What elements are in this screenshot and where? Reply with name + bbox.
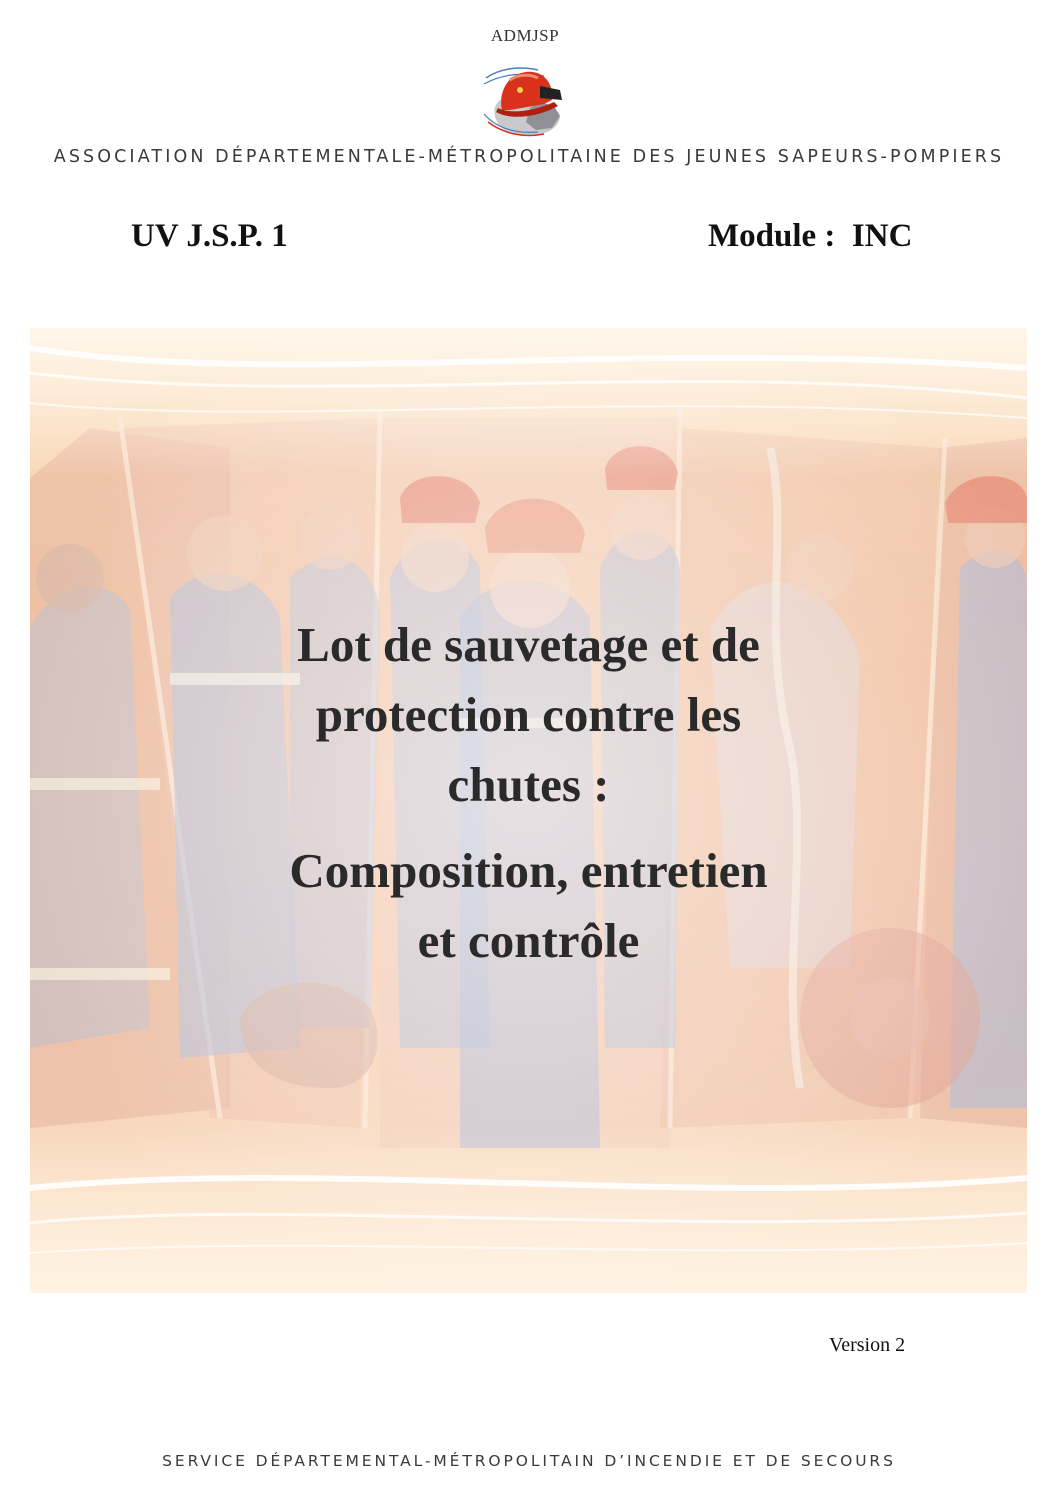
helmet-logo-icon	[480, 48, 572, 140]
version-label: Version 2	[829, 1334, 906, 1356]
association-name: ASSOCIATION DÉPARTEMENTALE-MÉTROPOLITAINE DES JEUNES SAPEURS-POMPIERS	[53, 147, 1005, 167]
logo-text: ADMJSP	[490, 26, 560, 45]
cover-subtitle-line: et contrôle	[417, 913, 640, 968]
cover-subtitle	[30, 836, 1027, 976]
cover-title-line: protection contre les	[315, 687, 742, 742]
cover-title	[30, 610, 1027, 820]
uv-label: UV J.S.P. 1	[131, 218, 288, 254]
logo	[470, 24, 580, 142]
cover-title-line: chutes :	[447, 757, 610, 812]
cover-subtitle-line: Composition, entretien	[289, 843, 768, 898]
module-label: Module : INC	[708, 218, 913, 254]
service-name: SERVICE DÉPARTEMENTAL-MÉTROPOLITAIN D’INCENDIE ET DE SECOURS	[162, 1452, 896, 1470]
cover-image	[30, 328, 1027, 1293]
cover-title-line: Lot de sauvetage et de	[297, 617, 760, 672]
